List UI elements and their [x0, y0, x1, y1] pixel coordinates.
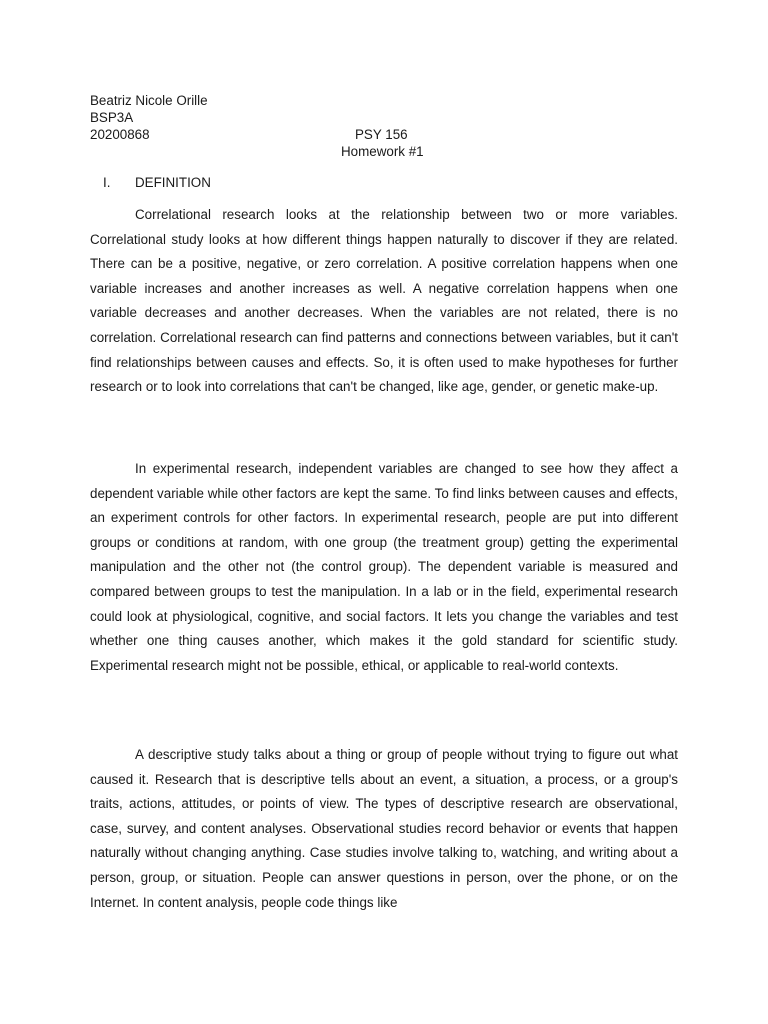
- paragraph-experimental: In experimental research, independent variables are changed to see how they affect a dependent variable while other factors are kept the same. To find links between causes and effects, an experiment controls for other factors. In experimental research, people are put into different groups or conditions at random, with one group (the treatment group) getting the experimental manipulation and the other not (the control group). The dependent variable is measured and compared between groups to test the manipulation. In a lab or in the field, experimental research could look at physiological, cognitive, and social factors. It lets you change the variables and test whether one thing causes another, which makes it the gold standard for scientific study. Experimental research might not be possible, ethical, or applicable to real-world contexts.: [90, 461, 678, 673]
- section-number: I.: [103, 175, 111, 190]
- student-id: 20200868: [90, 127, 150, 142]
- paragraph-descriptive: A descriptive study talks about a thing or group of people without trying to figure out what caused it. Research that is descriptive tells about an event, a situation, a process, or a group's traits, actions, attitudes, or points of view. The types of descriptive research are observational, case, survey, and content analyses. Observational studies record behavior or events that happen naturally without changing anything. Case studies involve talking to, watching, and writing about a person, group, or situation. People can answer questions in person, over the phone, or on the Internet. In content analysis, people code things like: [90, 747, 678, 910]
- class-section: BSP3A: [90, 110, 134, 125]
- paragraph-correlational: Correlational research looks at the relationship between two or more variables. Correlational study looks at how different things happen naturally to discover if they are related. There can be a positive, negative, or zero correlation. A positive correlation happens when one variable increases and another increases as well. A negative correlation happens when one variable decreases and another decreases. When the variables are not related, there is no correlation. Correlational research can find patterns and connections between variables, but it can't find relationships between causes and effects. So, it is often used to make hypotheses for further research or to look into correlations that can't be changed, like age, gender, or genetic make-up.: [90, 207, 678, 395]
- author-name: Beatriz Nicole Orille: [90, 93, 208, 108]
- course-code: PSY 156: [355, 127, 408, 142]
- assignment-title: Homework #1: [341, 144, 424, 159]
- section-title: DEFINITION: [135, 175, 211, 190]
